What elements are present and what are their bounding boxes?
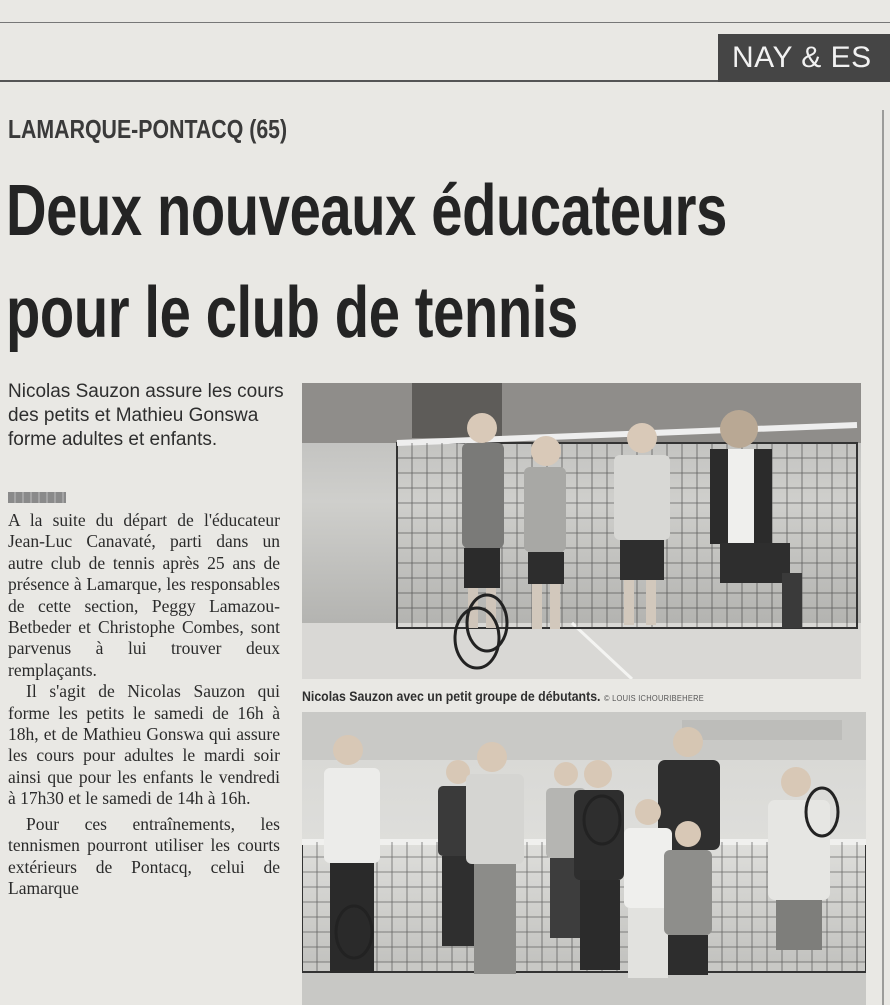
child-3 [614,423,670,625]
headline [6,160,727,364]
kicker-location: LAMARQUE-PONTACQ (65) [8,114,288,144]
paragraph-2: Il s'agit de Nicolas Sauzon qui forme les petits le samedi de 16h à 18h, et de Mathieu Gonswa qui assure les cours pour adultes le mardi soir ainsi que pour les enfants le vendredi à 17h30 et le samedi de 14h à 16h. [8,681,280,809]
paragraph-3: Pour ces entraînements, les tennismen pourront utiliser les courts extérieurs de Pontacq, celui de Lamarque [8,813,280,898]
wall-panel [682,720,842,740]
page-edge-rule [882,110,884,1005]
caption-text: Nicolas Sauzon avec un petit groupe de débutants. [302,688,601,704]
photo-beginners-group [302,383,861,679]
section-rule [0,80,718,82]
article-body [8,510,280,899]
child-e [574,760,624,970]
headline-line-2: pour le club de tennis [6,273,578,353]
photo-caption [302,688,704,704]
photo-children-illustration [302,712,866,1005]
separator-mark [8,492,66,503]
paragraph-1: A la suite du départ de l'éducateur Jean-Luc Canavaté, parti dans un autre club de tennis après 25 ans de présence à Lamarque, les responsables de cette section, Peggy Lamazou-Betbeder et Christophe Combes, sont parvenus à lui trouver deux remplaçants. [8,510,280,680]
section-tab: NAY & ES [718,34,890,82]
child-a [324,735,380,973]
photo-beginners-illustration [302,383,861,679]
headline-line-1: Deux nouveaux éducateurs [6,171,727,251]
child-c [466,742,524,974]
top-rule [0,22,890,23]
photo-children-group [302,712,866,1005]
child-h [768,767,838,950]
chapeau: Nicolas Sauzon assure les cours des petits et Mathieu Gonswa forme adultes et enfants. [8,381,284,450]
photo-credit: © LOUIS ICHOURIBEHERE [603,693,704,703]
